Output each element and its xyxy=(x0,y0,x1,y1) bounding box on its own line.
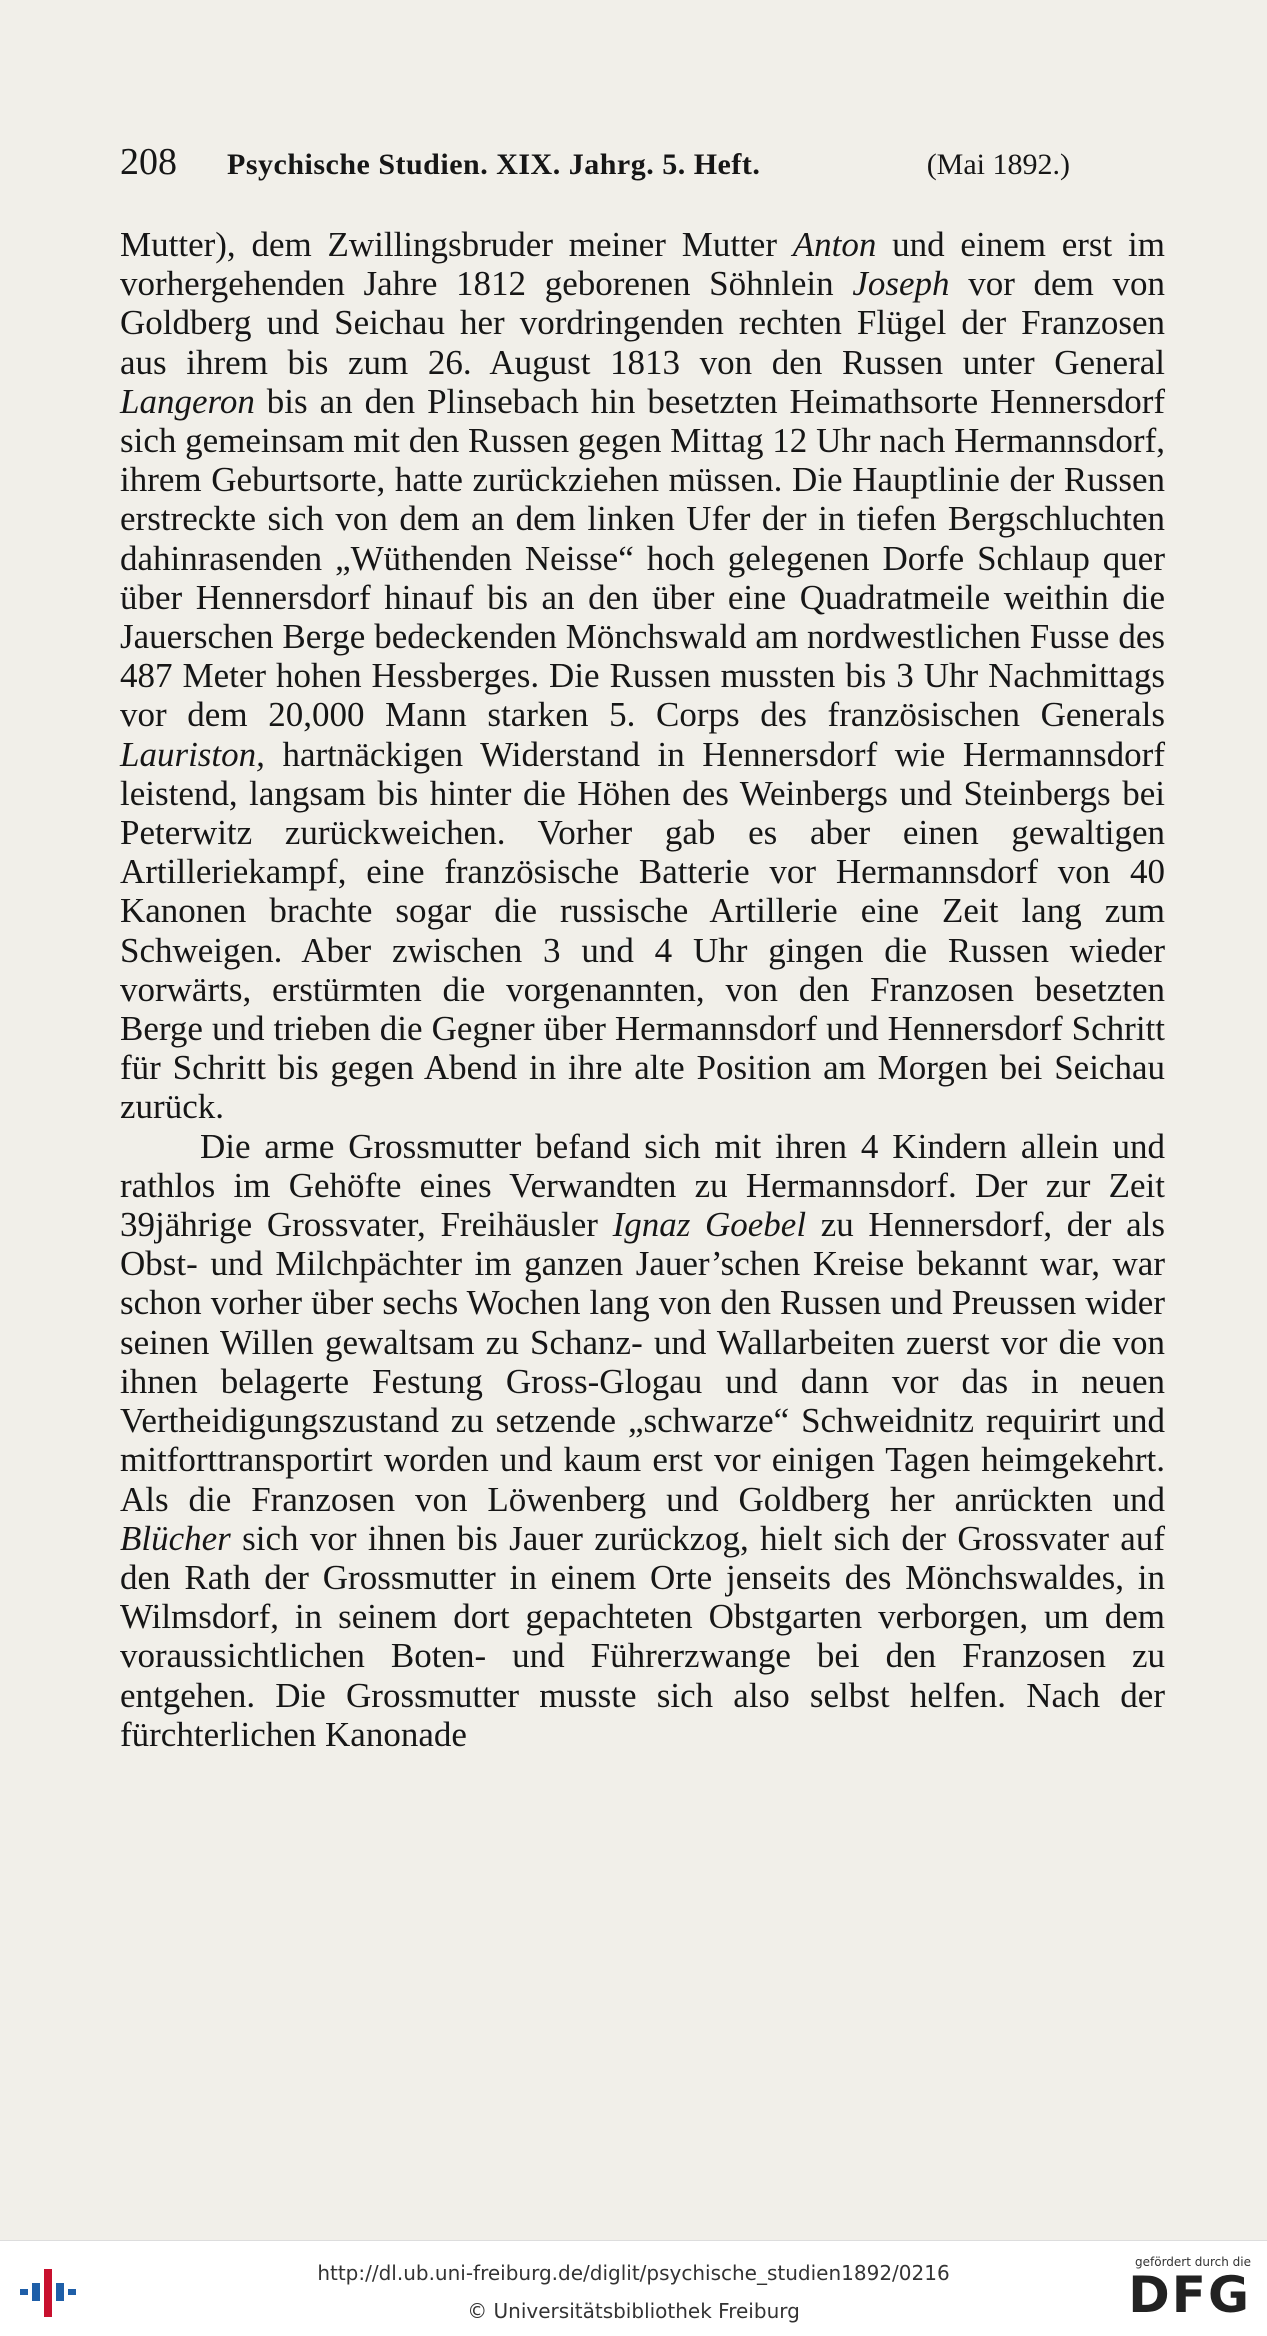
issue-date: (Mai 1892.) xyxy=(926,148,1070,181)
paragraph-2 xyxy=(120,1127,1165,1754)
text-run: vor dem von Goldberg und Seichau her vordringenden rechten Flügel der Franzosen aus ihrem bis zum 26. August 1813 von den Russen unter General xyxy=(120,264,1165,382)
journal-title: Psychische Studien. XIX. Jahrg. 5. Heft. xyxy=(227,148,761,181)
italic-name: Langeron xyxy=(120,381,255,421)
italic-name: Blücher xyxy=(120,1518,231,1558)
text-run: bis an den Plinsebach hin besetzten Heimathsorte Hennersdorf sich gemeinsam mit den Russen gegen Mittag 12 Uhr nach Hermannsdorf, ihrem Geburtsorte, hatte zurückziehen müssen. Die Hauptlinie der Russen erstreckte sich von dem an dem linken Ufer der in tiefen Bergschluchten dahinrasenden „Wüthenden Neisse“ hoch gelegenen Dorfe Schlaup quer über Hennersdorf hinauf bis an den über eine Quadratmeile weithin die Jauerschen Berge bedeckenden Mönchswald am nordwestlichen Fusse des 487 Meter hohen Hessberges. Die Russen mussten bis 3 Uhr Nachmittags vor dem 20,000 Mann starken 5. Corps des französischen Generals xyxy=(120,381,1165,735)
italic-name: Lauriston, xyxy=(120,734,265,774)
dfg-caption: gefördert durch die xyxy=(1135,2255,1251,2269)
dfg-logo[interactable] xyxy=(1121,2255,1251,2324)
text-run: und einem erst im vorhergehenden Jahre 1812 geborenen Söhnlein xyxy=(120,225,1165,304)
dfg-mark: DFG xyxy=(1128,2266,1251,2324)
page-number: 208 xyxy=(120,141,177,183)
italic-name: Joseph xyxy=(852,264,950,304)
text-run: zu Hennersdorf, der als Obst- und Milchpächter im ganzen Jauer’schen Kreise bekannt war, war schon vorher über sechs Wochen lang von den Russen und Preussen wider seinen Willen gewaltsam zu Schanz- und Wallarbeiten zuerst vor die von ihnen belagerte Festung Gross-Glogau und dann vor das in neuen Vertheidigungszustand zu setzende „schwarze“ Schweidnitz requirirt und mitforttransportirt worden und kaum erst vor einigen Tagen heimgekehrt. Als die Franzosen von Löwenberg und Goldberg her anrückten und xyxy=(120,1205,1165,1519)
text-run: hartnäckigen Widerstand in Hennersdorf wie Hermannsdorf leistend, langsam bis hinter die Höhen des Weinbergs und Steinbergs bei Peterwitz zurückweichen. Vorher gab es aber einen gewaltigen Artilleriekampf, eine französische Batterie vor Hermannsdorf von 40 Kanonen brachte sogar die russische Artillerie eine Zeit lang zum Schweigen. Aber zwischen 3 und 4 Uhr gingen die Russen wieder vorwärts, erstürmten die vorgenannten, von den Franzosen besetzten Berge und trieben die Gegner über Hermannsdorf und Hennersdorf Schritt für Schritt bis gegen Abend in ihre alte Position am Morgen bei Seichau zurück. xyxy=(120,734,1165,1127)
text-run: Mutter), dem Zwillingsbruder meiner Mutter xyxy=(120,225,793,264)
paragraph-1 xyxy=(120,225,1165,1127)
source-url-link[interactable]: http://dl.ub.uni-freiburg.de/diglit/psychische_studien1892/0216 xyxy=(317,2261,950,2285)
body-text xyxy=(120,225,1165,1754)
viewer-footer xyxy=(0,2240,1267,2336)
text-run: Die arme Grossmutter befand sich mit ihren 4 Kindern allein und rathlos im Gehöfte eines Verwandten zu Hermannsdorf. Der zur Zeit 39jährige Grossvater, Freihäusler xyxy=(120,1126,1165,1245)
running-header xyxy=(120,140,1070,190)
italic-name: Ignaz Goebel xyxy=(612,1205,807,1245)
italic-name: Anton xyxy=(792,225,877,264)
text-run: sich vor ihnen bis Jauer zurückzog, hielt sich der Grossvater auf den Rath der Grossmutter in einem Orte jenseits des Mönchswaldes, in Wilmsdorf, in seinem dort gepachteten Obstgarten verborgen, um dem voraussichtlichen Boten- und Führerzwange bei den Franzosen zu entgehen. Die Grossmutter musste sich also selbst helfen. Nach der fürchterlichen Kanonade xyxy=(120,1518,1165,1754)
copyright-notice: © Universitätsbibliothek Freiburg xyxy=(467,2299,800,2323)
